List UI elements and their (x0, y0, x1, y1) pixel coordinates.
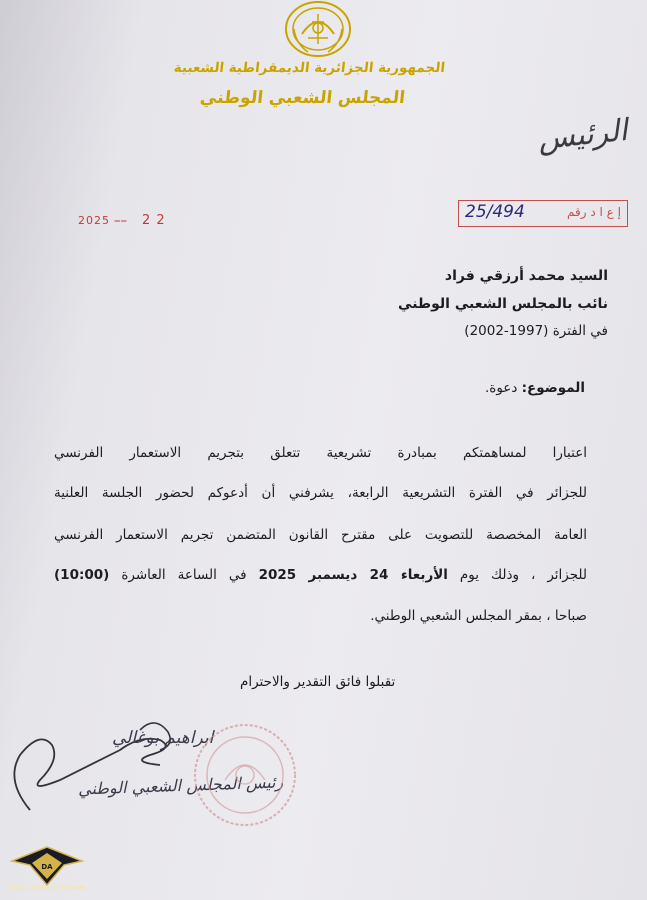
algeria-emblem-icon (282, 0, 354, 58)
body-line-1: اعتبارا لمساهمتكم بمبادرة تشريعية تتعلق بتجريم الاستعمار الفرنسي (54, 445, 587, 461)
closing-salutation: تقبلوا فائق التقدير والاحترام (240, 674, 396, 690)
body-line-2: للجزائر في الفترة التشريعية الرابعة، يشرفني أن أدعوكم لحضور الجلسة العلنية (54, 485, 587, 501)
subject-line (485, 380, 585, 396)
reference-stamp (458, 200, 628, 227)
date-stamp-separator: ⎯⎯ (114, 214, 128, 227)
subject-value: دعوة. (484, 380, 518, 396)
arab-defense-forum-logo-icon (4, 843, 90, 899)
session-time: (10:00) (54, 567, 110, 583)
official-seal-icon (190, 720, 300, 830)
date-stamp (78, 213, 166, 228)
body-line-4 (54, 567, 587, 583)
date-stamp-day: 2 2 (142, 213, 166, 228)
header-assembly-name: المجلس الشعبي الوطني (199, 88, 407, 108)
reference-stamp-label: إ ع ا د رقم (567, 205, 621, 219)
addressee-term: في الفترة (1997-2002) (464, 323, 608, 339)
addressee-role: نائب بالمجلس الشعبي الوطني (398, 296, 608, 312)
body-line-4-mid: في الساعة العاشرة (121, 567, 247, 583)
addressee-name: السيد محمد أرزقي فراد (444, 268, 608, 284)
date-stamp-year: 2025 (78, 214, 110, 227)
header-republic-name: الجمهورية الجزائرية الديمقراطية الشعبية (172, 60, 446, 76)
body-line-3: العامة المخصصة للتصويت على مقترح القانون المتضمن تجريم الاستعمار الفرنسي (54, 527, 587, 543)
signatory-name: ابراهيم بوغالي (112, 728, 214, 748)
body-line-4-start: للجزائر ، وذلك يوم (459, 567, 588, 583)
reference-number: 25/494 (465, 202, 525, 222)
subject-label: الموضوع: (521, 380, 585, 396)
logo-abbr: DA (41, 863, 53, 871)
president-title: الرئيس (536, 112, 630, 158)
signatory-title: رئيس المجلس الشعبي الوطني (77, 772, 284, 799)
session-date: الأربعاء 24 ديسمبر 2025 (258, 567, 448, 583)
signature-scribble-icon (0, 710, 200, 820)
body-line-5: صباحا ، بمقر المجلس الشعبي الوطني. (370, 608, 587, 624)
watermark-text: ARAB DEFENSE FORUM (8, 886, 86, 892)
